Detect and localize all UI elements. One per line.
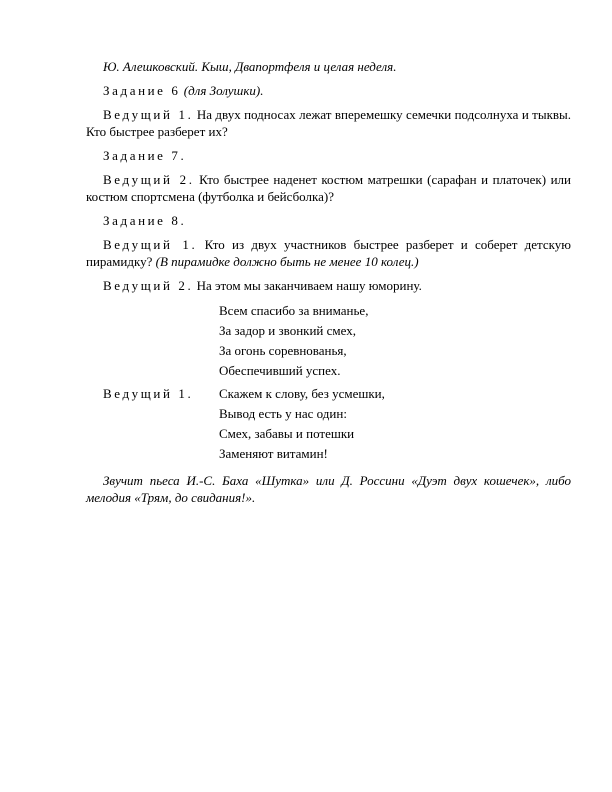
- host2-text-b: На этом мы заканчиваем нашу юморину.: [196, 278, 422, 293]
- host1-line-a: [86, 106, 571, 140]
- host2-text-a: Кто быстрее наденет костюм матрешки (сарафан и платочек) или костюм спортсмена (футболка и бейсболка)?: [86, 172, 572, 204]
- poem-line: Вывод есть у нас один:: [219, 406, 347, 421]
- host2-speaker-a: Ведущий 2.: [103, 172, 195, 187]
- host1-text-a: На двух подносах лежат вперемешку семечки подсолнуха и тыквы. Кто быстрее разберет их?: [86, 107, 572, 139]
- task-6-note: (для Золушки).: [183, 83, 264, 98]
- host1-text-b: Кто из двух участников быстрее разберет и соберет детскую пирамидку?: [86, 237, 572, 269]
- host2-speaker-b: Ведущий 2.: [103, 278, 194, 293]
- task-8: [86, 212, 571, 229]
- poem-line: За задор и звонкий смех,: [219, 323, 356, 338]
- poem-line: За огонь соревнованья,: [219, 343, 347, 358]
- poem-stanza-1: [86, 301, 571, 381]
- task-7-label: Задание 7.: [103, 148, 187, 163]
- host2-line-b: [86, 277, 571, 294]
- task-7: [86, 147, 571, 164]
- poem-first-row: [86, 384, 571, 404]
- host1-line-b: [86, 236, 571, 270]
- host1-speaker-a: Ведущий 1.: [103, 107, 194, 122]
- poem-line: Обеспечивший успех.: [219, 363, 341, 378]
- poem-line: Всем спасибо за вниманье,: [219, 303, 369, 318]
- poem-line: Смех, забавы и потешки: [219, 426, 355, 441]
- host1-speaker-c: Ведущий 1.: [103, 386, 194, 401]
- closing-note: Звучит пьеса И.-С. Баха «Шутка» или Д. Россини «Дуэт двух кошечек», либо мелодия «Трям, до свидания!».: [86, 473, 571, 505]
- document-body: [86, 58, 571, 513]
- author-line: Ю. Алешковский. Кыш, Двапортфеля и целая неделя.: [103, 59, 397, 74]
- host2-line-a: [86, 171, 571, 205]
- host1-note-b: (В пирамидке должно быть не менее 10 колец.): [155, 254, 419, 269]
- task-8-label: Задание 8.: [103, 213, 187, 228]
- poem-stanza-2: [86, 384, 571, 464]
- task-6-label: Задание 6: [103, 83, 181, 98]
- poem-line: Заменяют витамин!: [219, 446, 328, 461]
- poem-rest: [86, 404, 571, 464]
- host1-speaker-b: Ведущий 1.: [103, 237, 198, 252]
- poem-line: Скажем к слову, без усмешки,: [219, 386, 385, 401]
- task-6: [86, 82, 571, 99]
